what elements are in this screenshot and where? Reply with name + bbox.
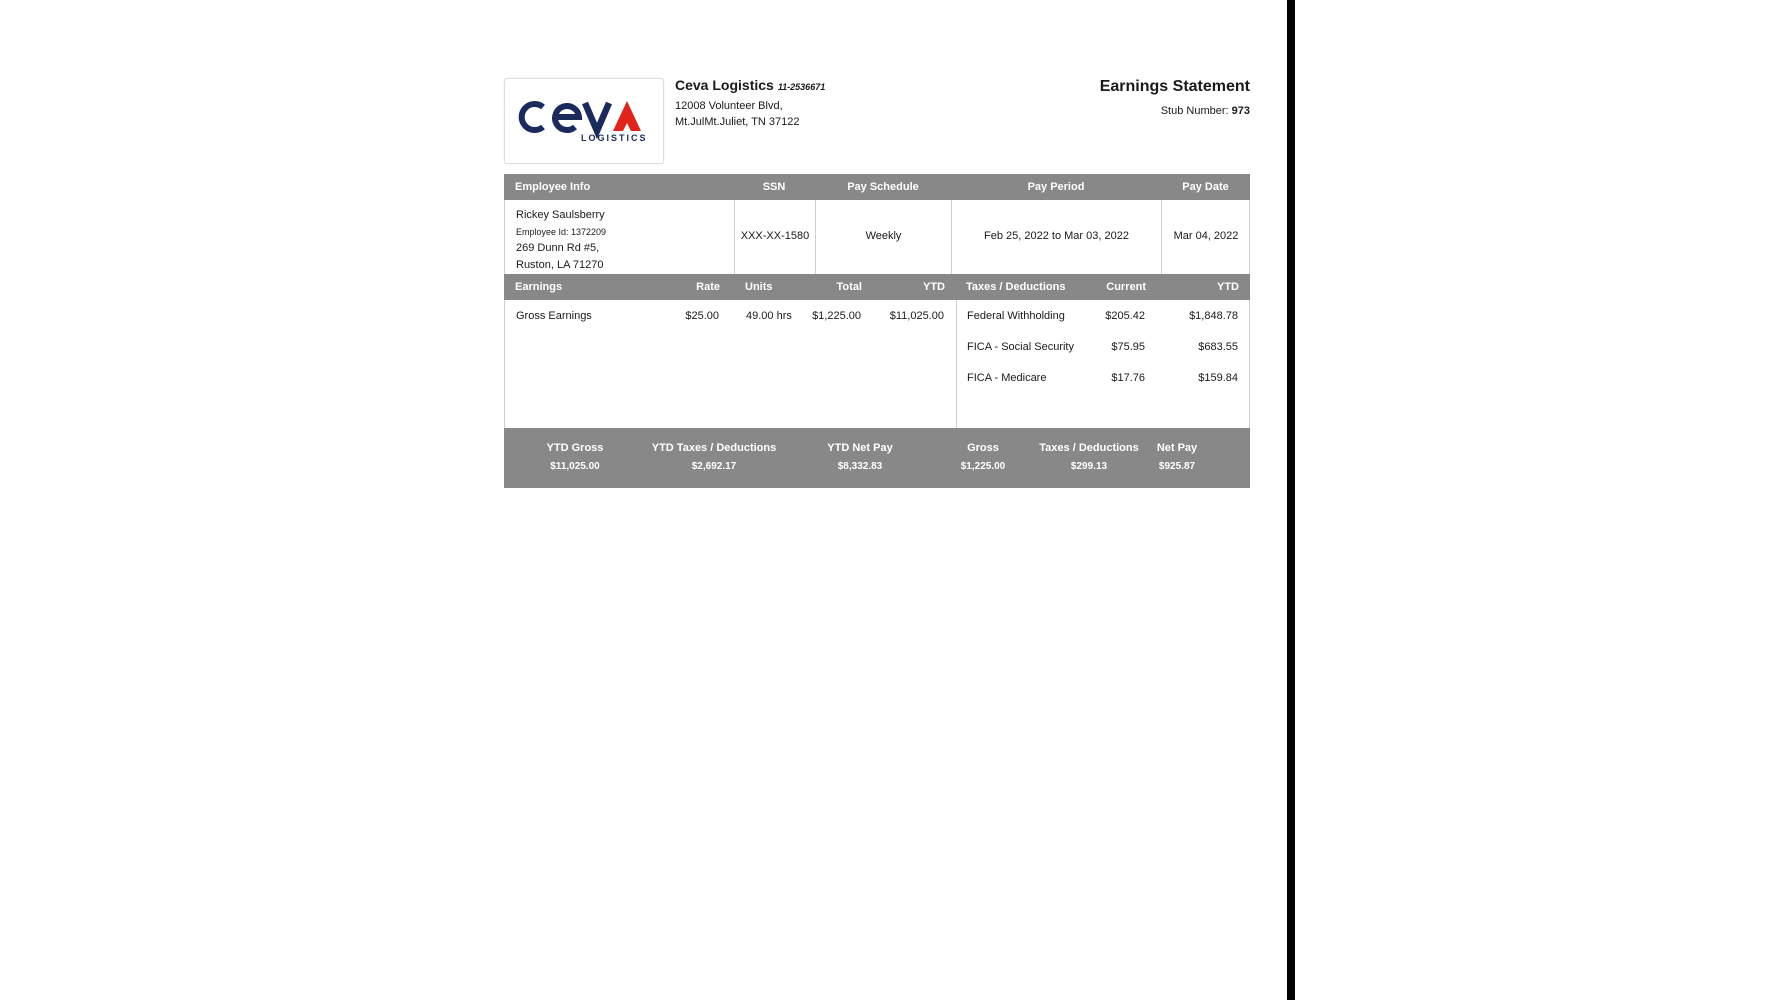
- page-edge-divider: [1287, 0, 1295, 1000]
- statement-title: Earnings Statement: [1099, 78, 1250, 95]
- header-pay-schedule: Pay Schedule: [847, 181, 919, 193]
- summary-taxes-deductions: Taxes / Deductions $299.13: [1039, 442, 1139, 472]
- header-pay-period: Pay Period: [1027, 181, 1085, 193]
- employee-name: Rickey Saulsberry: [516, 209, 605, 221]
- pay-summary-bar: [504, 428, 1250, 488]
- employee-ssn: XXX-XX-1580: [740, 230, 810, 242]
- header-rate: Rate: [696, 281, 720, 293]
- summary-net-pay: Net Pay $925.87: [1156, 442, 1198, 472]
- employee-pay-date: Mar 04, 2022: [1173, 230, 1239, 242]
- tax-current: $205.42: [1105, 310, 1145, 322]
- stub-number: 973: [1231, 105, 1250, 117]
- earnings-deductions-body: [504, 300, 1250, 428]
- company-ein: 11-2536671: [777, 82, 826, 92]
- company-logo: [504, 78, 664, 164]
- ceva-logo-icon: [517, 97, 651, 143]
- pay-stub-table: [504, 174, 1250, 488]
- statement-heading: [1100, 78, 1250, 117]
- tax-ytd: $683.55: [1198, 341, 1238, 353]
- header-units: Units: [745, 281, 773, 293]
- earnings-rate: $25.00: [685, 310, 719, 322]
- employee-info-row: [504, 200, 1250, 274]
- summary-ytd-taxes: YTD Taxes / Deductions $2,692.17: [651, 442, 777, 472]
- tax-ytd: $1,848.78: [1189, 310, 1238, 322]
- employee-id: Employee Id: 1372209: [516, 226, 607, 237]
- employee-details: [516, 207, 606, 273]
- earnings-header-bar: [504, 274, 1250, 300]
- employee-header-bar: [504, 174, 1250, 200]
- tax-current: $17.76: [1111, 372, 1145, 384]
- header-taxes-ytd: YTD: [1217, 281, 1239, 293]
- summary-gross: Gross $1,225.00: [960, 442, 1006, 472]
- earnings-units: 49.00 hrs: [746, 310, 792, 322]
- earnings-ytd: $11,025.00: [889, 310, 944, 322]
- tax-current: $75.95: [1111, 341, 1145, 353]
- employee-pay-period: Feb 25, 2022 to Mar 03, 2022: [984, 230, 1129, 242]
- header-pay-date: Pay Date: [1182, 181, 1229, 193]
- header-current: Current: [1106, 281, 1146, 293]
- tax-label: FICA - Social Security: [967, 341, 1074, 353]
- header-earnings: Earnings: [515, 281, 563, 293]
- tax-ytd: $159.84: [1198, 372, 1238, 384]
- earnings-label: Gross Earnings: [516, 310, 592, 322]
- tax-label: FICA - Medicare: [967, 372, 1047, 384]
- employee-address-line1: 269 Dunn Rd #5,: [516, 242, 600, 254]
- company-address-line1: 12008 Volunteer Blvd,: [675, 100, 783, 112]
- company-address-line2: Mt.JulMt.Juliet, TN 37122: [675, 116, 800, 128]
- header-ytd: YTD: [923, 281, 945, 293]
- employee-address-line2: Ruston, LA 71270: [516, 258, 604, 271]
- company-info: [675, 77, 825, 130]
- summary-ytd-gross: YTD Gross $11,025.00: [546, 442, 604, 472]
- header-taxes-deductions: Taxes / Deductions: [966, 281, 1066, 293]
- employee-pay-schedule: Weekly: [865, 230, 902, 242]
- company-name: Ceva Logistics: [675, 77, 774, 93]
- logo-sub-text: LOGISTICS: [581, 133, 648, 143]
- header-ssn: SSN: [762, 181, 786, 193]
- earnings-total: $1,225.00: [812, 310, 861, 322]
- header-employee-info: Employee Info: [515, 181, 591, 193]
- tax-label: Federal Withholding: [967, 310, 1065, 322]
- stub-label: Stub Number:: [1160, 105, 1229, 117]
- header-total: Total: [836, 281, 862, 293]
- summary-ytd-net-pay: YTD Net Pay $8,332.83: [827, 442, 893, 472]
